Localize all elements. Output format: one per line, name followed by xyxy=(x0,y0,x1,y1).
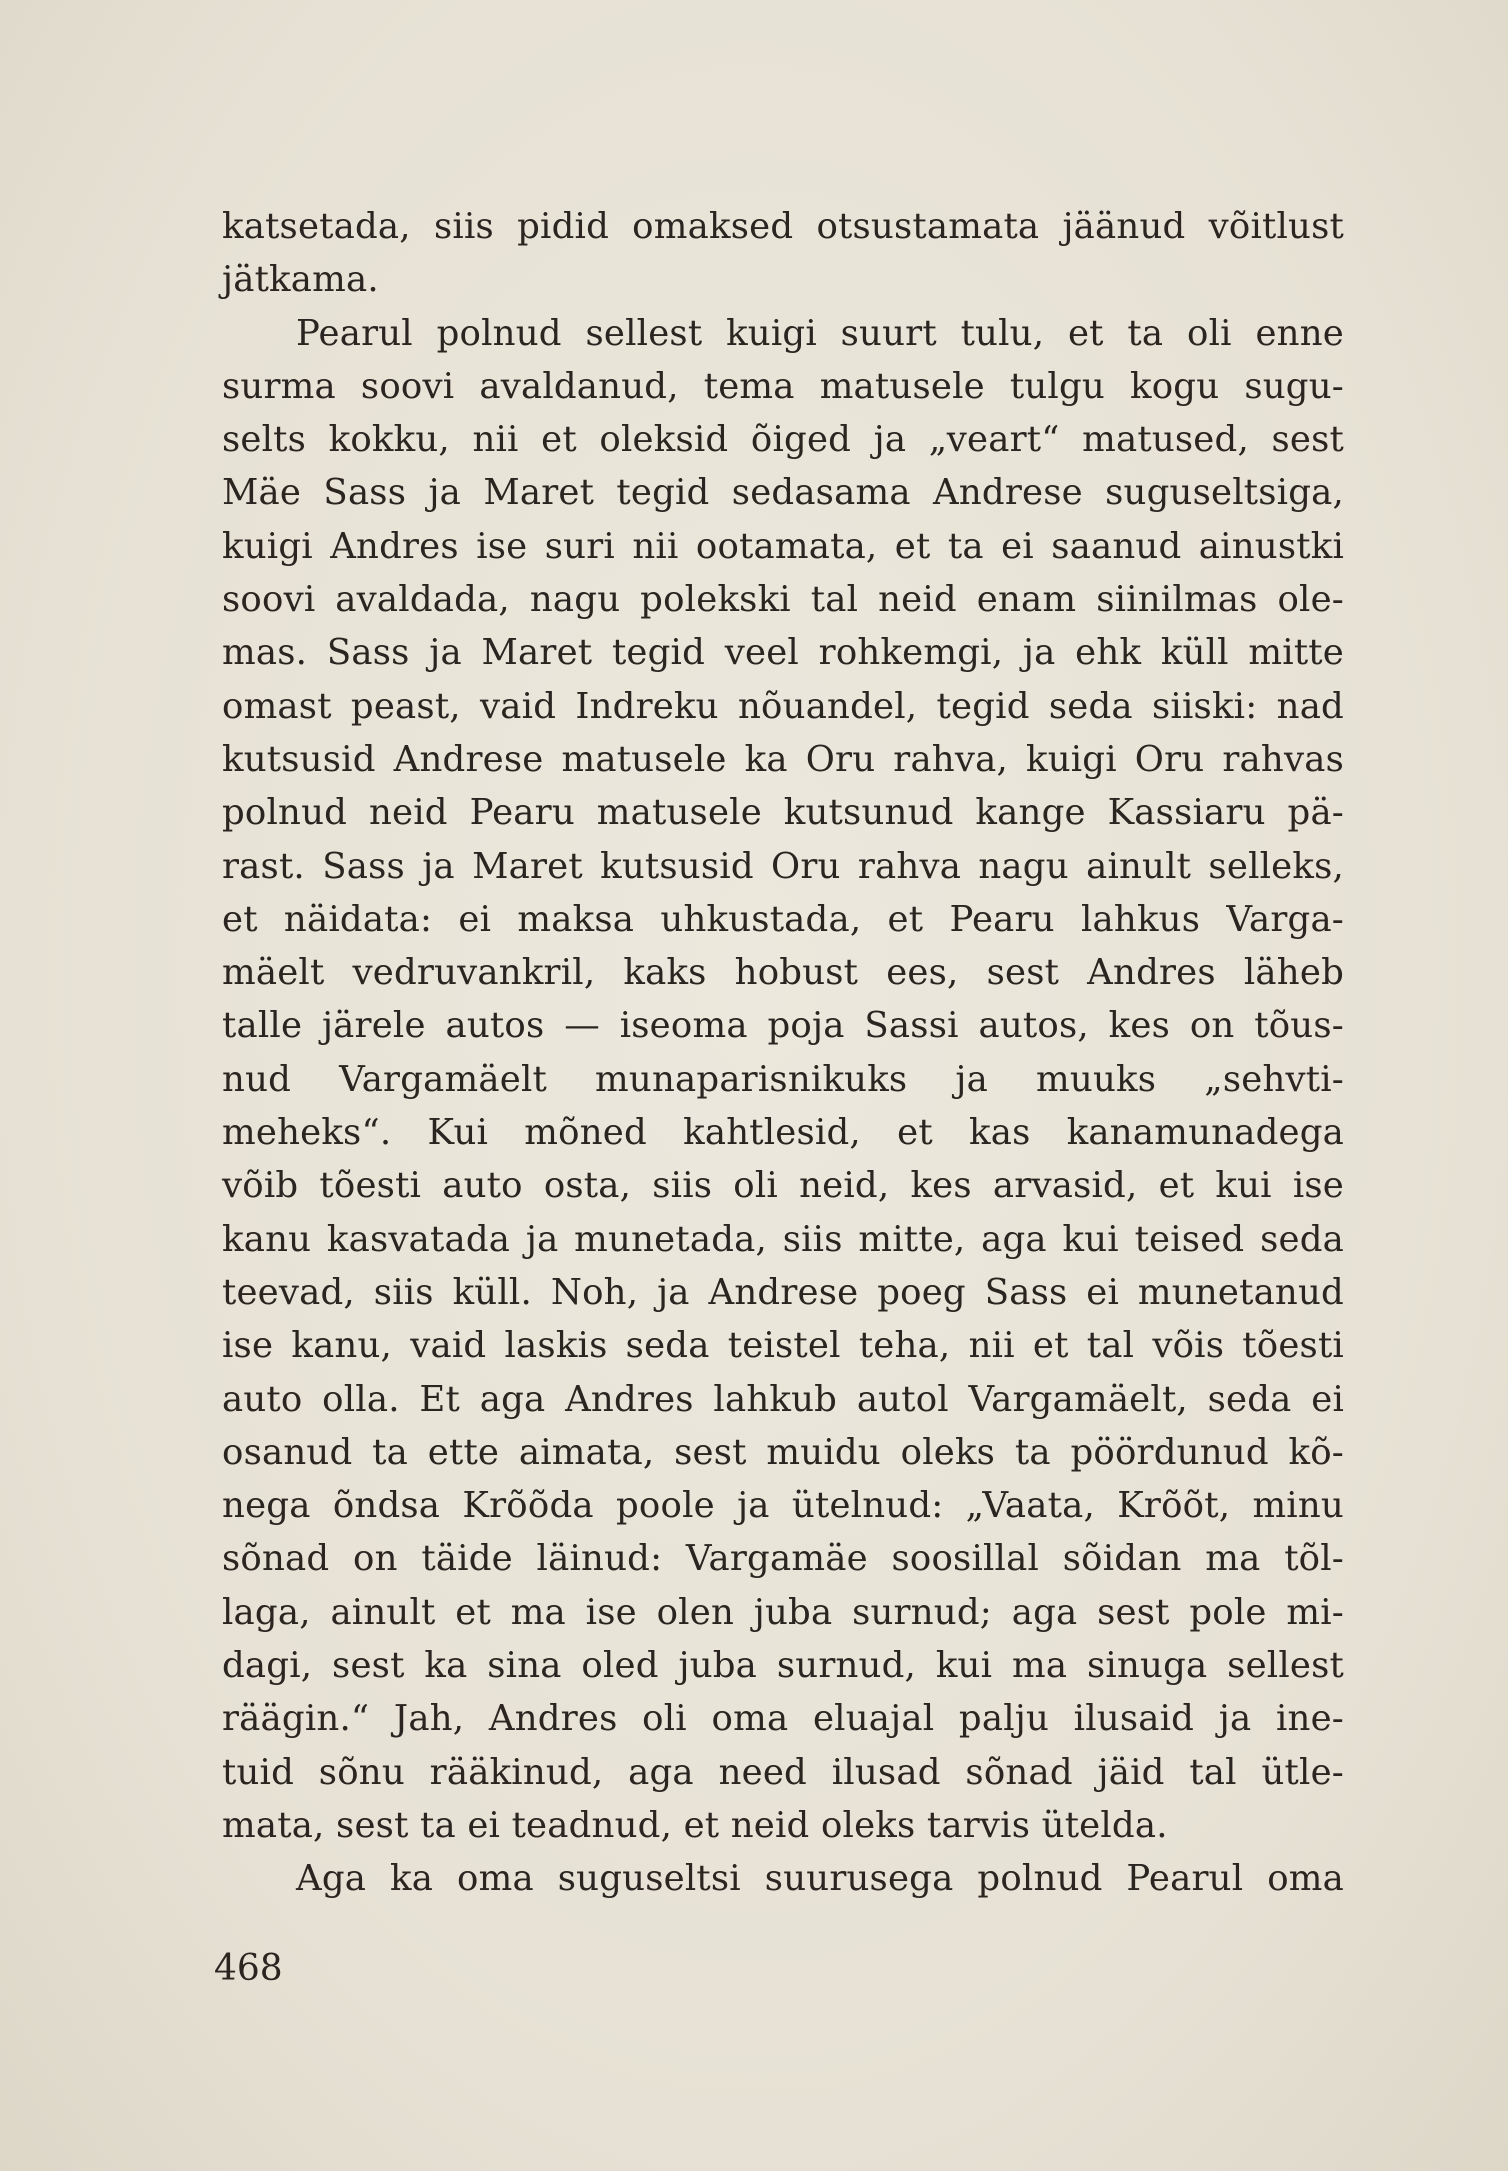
text-line: räägin.“ Jah, Andres oli oma eluajal palju ilusaid ja ine- xyxy=(222,1698,1344,1740)
text-line: surma soovi avaldanud, tema matusele tulgu kogu sugu- xyxy=(222,365,1344,407)
text-line: Mäe Sass ja Maret tegid sedasama Andrese suguseltsiga, xyxy=(222,472,1344,514)
text-line: meheks“. Kui mõned kahtlesid, et kas kanamunadega xyxy=(222,1112,1344,1154)
text-line: teevad, siis küll. Noh, ja Andrese poeg Sass ei munetanud xyxy=(222,1271,1344,1313)
text-line: laga, ainult et ma ise olen juba surnud; aga sest pole mi- xyxy=(222,1591,1344,1633)
text-line: selts kokku, nii et oleksid õiged ja „veart“ matused, sest xyxy=(222,419,1344,461)
text-line: osanud ta ette aimata, sest muidu oleks ta pöördunud kõ- xyxy=(222,1431,1344,1473)
text-line: soovi avaldada, nagu polekski tal neid enam siinilmas ole- xyxy=(222,579,1344,621)
text-line: Pearul polnud sellest kuigi suurt tulu, et ta oli enne xyxy=(296,312,1344,354)
text-line: dagi, sest ka sina oled juba surnud, kui ma sinuga sellest xyxy=(222,1645,1344,1687)
text-line: nud Vargamäelt munaparisnikuks ja muuks „sehvti- xyxy=(222,1058,1344,1100)
text-line: et näidata: ei maksa uhkustada, et Pearu lahkus Varga- xyxy=(222,898,1344,940)
text-line: jätkama. xyxy=(222,259,379,301)
body-text xyxy=(222,200,1344,1906)
text-line: mata, sest ta ei teadnud, et neid oleks tarvis ütelda. xyxy=(222,1804,1168,1846)
text-line: tuid sõnu rääkinud, aga need ilusad sõnad jäid tal ütle- xyxy=(222,1751,1344,1793)
text-line: kanu kasvatada ja munetada, siis mitte, aga kui teised seda xyxy=(222,1218,1344,1260)
text-line: rast. Sass ja Maret kutsusid Oru rahva nagu ainult selleks, xyxy=(222,845,1344,887)
text-line: kuigi Andres ise suri nii ootamata, et ta ei saanud ainustki xyxy=(222,525,1344,567)
text-line: talle järele autos — iseoma poja Sassi autos, kes on tõus- xyxy=(222,1005,1344,1047)
text-line: polnud neid Pearu matusele kutsunud kange Kassiaru pä- xyxy=(222,792,1344,834)
text-line: katsetada, siis pidid omaksed otsustamata jäänud võitlust xyxy=(222,206,1344,247)
text-line: võib tõesti auto osta, siis oli neid, kes arvasid, et kui ise xyxy=(222,1165,1344,1207)
text-line: mas. Sass ja Maret tegid veel rohkemgi, ja ehk küll mitte xyxy=(222,632,1344,674)
text-line: mäelt vedruvankril, kaks hobust ees, sest Andres läheb xyxy=(222,952,1344,994)
text-line: nega õndsa Krõõda poole ja ütelnud: „Vaata, Krõõt, minu xyxy=(222,1485,1344,1527)
page-number: 468 xyxy=(214,1948,283,1989)
text-line: kutsusid Andrese matusele ka Oru rahva, kuigi Oru rahvas xyxy=(222,738,1344,780)
text-line: auto olla. Et aga Andres lahkub autol Vargamäelt, seda ei xyxy=(222,1378,1344,1420)
text-line: sõnad on täide läinud: Vargamäe soosillal sõidan ma tõl- xyxy=(222,1538,1344,1580)
text-line: omast peast, vaid Indreku nõuandel, tegid seda siiski: nad xyxy=(222,685,1344,727)
text-line: Aga ka oma suguseltsi suurusega polnud Pearul oma xyxy=(296,1858,1344,1900)
text-line: ise kanu, vaid laskis seda teistel teha, nii et tal võis tõesti xyxy=(222,1325,1344,1367)
